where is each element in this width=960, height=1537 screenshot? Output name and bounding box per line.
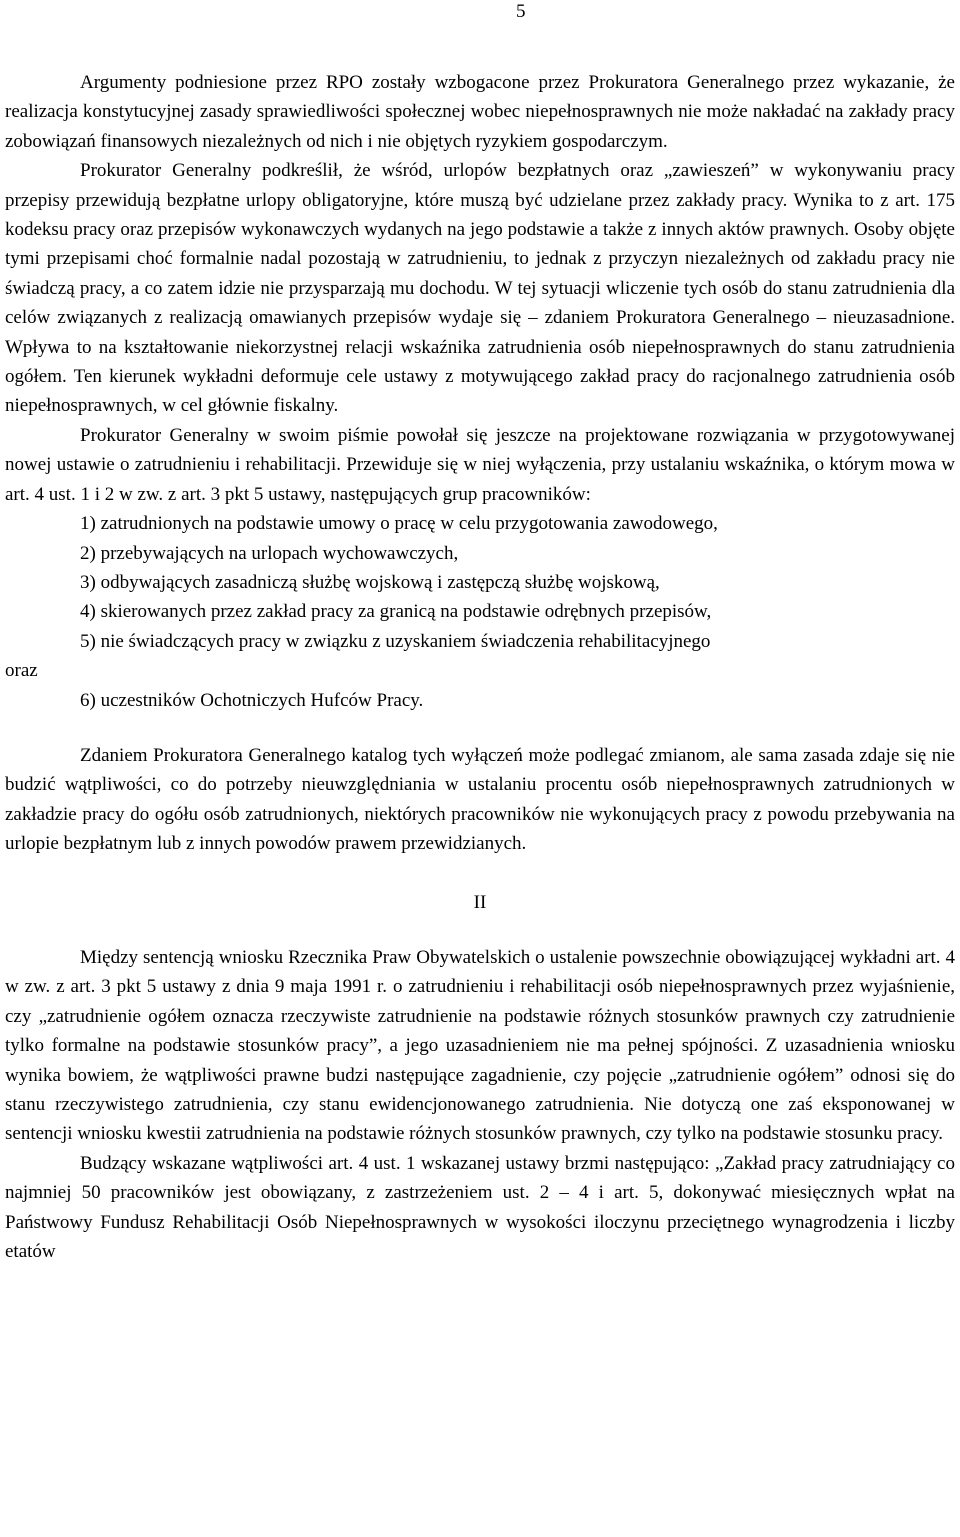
list-item: 1) zatrudnionych na podstawie umowy o pracę w celu przygotowania zawodowego, bbox=[80, 513, 718, 535]
spacer bbox=[5, 715, 955, 741]
list-item: 2) przebywających na urlopach wychowawczych, bbox=[80, 542, 459, 564]
list-item: 3) odbywających zasadniczą służbę wojskową i zastępczą służbę wojskową, bbox=[80, 571, 660, 593]
document-body bbox=[5, 68, 955, 1266]
list-connector: oraz bbox=[5, 660, 38, 682]
list-item: 4) skierowanych przez zakład pracy za granicą na podstawie odrębnych przepisów, bbox=[80, 601, 712, 623]
paragraph: Argumenty podniesione przez RPO zostały wzbogacone przez Prokuratora Generalnego przez wykazanie, że realizacja konstytucyjnej zasady sprawiedliwości społecznej wobec niepełnosprawnych nie może nakładać na zakłady pracy zobowiązań finansowych niezależnych od nich i nie objętych ryzykiem gospodarczym. bbox=[5, 72, 955, 152]
list-item: 6) uczestników Ochotniczych Hufców Pracy. bbox=[80, 689, 424, 711]
page-number: 5 bbox=[516, 1, 526, 22]
paragraph: Budzący wskazane wątpliwości art. 4 ust. 1 wskazanej ustawy brzmi następująco: „Zakład pracy zatrudniający co najmniej 50 pracowników jest obowiązany, z zastrzeżeniem ust. 2 – 4 i art. 5, dokonywać miesięcznych wpłat na Państwowy Fundusz Rehabilitacji Osób Niepełnosprawnych w wysokości iloczynu przeciętnego wynagrodzenia i liczby etatów bbox=[5, 1152, 955, 1263]
exclusion-list bbox=[5, 509, 955, 656]
list-item: 5) nie świadczących pracy w związku z uzyskaniem świadczenia rehabilitacyjnego bbox=[80, 630, 711, 652]
exclusion-list-last bbox=[5, 686, 955, 715]
paragraph: Prokurator Generalny podkreślił, że wśród, urlopów bezpłatnych oraz „zawieszeń” w wykonywaniu pracy przepisy przewidują bezpłatne urlopy obligatoryjne, które muszą być udzielane przez zakłady pracy. Wynika to z art. 175 kodeksu pracy oraz przepisów wykonawczych wydanych na jego podstawie a także z innych aktów prawnych. Osoby objęte tymi przepisami choć formalnie nadal pozostają w zatrudnieniu, to jednak z przyczyn niezależnych od zakładu pracy nie świadczą pracy, a co zatem idzie nie przysparzają mu dochodu. W tej sytuacji wliczenie tych osób do stanu zatrudnienia dla celów związanych z realizacją omawianych przepisów wydaje się – zdaniem Prokuratora Generalnego – nieuzasadnione. Wpływa to na kształtowanie niekorzystnej relacji wskaźnika zatrudnienia osób niepełnosprawnych do stanu zatrudnienia ogółem. Ten kierunek wykładni deformuje cele ustawy z motywującego zakład pracy do racjonalnego zatrudnienia osób niepełnosprawnych, w cel głównie fiskalny. bbox=[5, 160, 955, 417]
paragraph: Między sentencją wniosku Rzecznika Praw Obywatelskich o ustalenie powszechnie obowiązującej wykładni art. 4 w zw. z art. 3 pkt 5 ustawy z dnia 9 maja 1991 r. o zatrudnieniu i rehabilitacji osób niepełnosprawnych przez wyjaśnienie, czy „zatrudnienie ogółem oznacza rzeczywiste zatrudnienie na podstawie różnych stosunków prawnych czy zatrudnienie tylko formalne na podstawie stosunków pracy”, a jego uzasadnieniem nie ma pełnej spójności. Z uzasadnienia wniosku wynika bowiem, że wątpliwości prawne budzi następujące zagadnienie, czy pojęcie „zatrudnienie ogółem” odnosi się do stanu rzeczywistego zatrudnienia, czy stanu ewidencjonowanego zatrudnienia. Nie dotyczą one zaś eksponowanej w sentencji wniosku kwestii zatrudnienia na podstawie różnych stosunków prawnych, czy tylko na podstawie stosunku pracy. bbox=[5, 946, 955, 1145]
paragraph: Zdaniem Prokuratora Generalnego katalog tych wyłączeń może podlegać zmianom, ale sama zasada zdaje się nie budzić wątpliwości, co do potrzeby nieuwzględniania w ustalaniu procentu osób niepełnosprawnych zatrudnionych w zakładzie pracy do ogółu osób zatrudnionych, niektórych pracowników nie wykonujących pracy z powodu przebywania na urlopie bezpłatnym lub z innych powodów prawem przewidzianych. bbox=[5, 744, 955, 855]
section-heading: II bbox=[473, 891, 487, 913]
paragraph: Prokurator Generalny w swoim piśmie powołał się jeszcze na projektowane rozwiązania w przygotowywanej nowej ustawie o zatrudnieniu i rehabilitacji. Przewiduje się w niej wyłączenia, przy ustalaniu wskaźnika, o którym mowa w art. 4 ust. 1 i 2 w zw. z art. 3 pkt 5 ustawy, następujących grup pracowników: bbox=[5, 424, 955, 505]
